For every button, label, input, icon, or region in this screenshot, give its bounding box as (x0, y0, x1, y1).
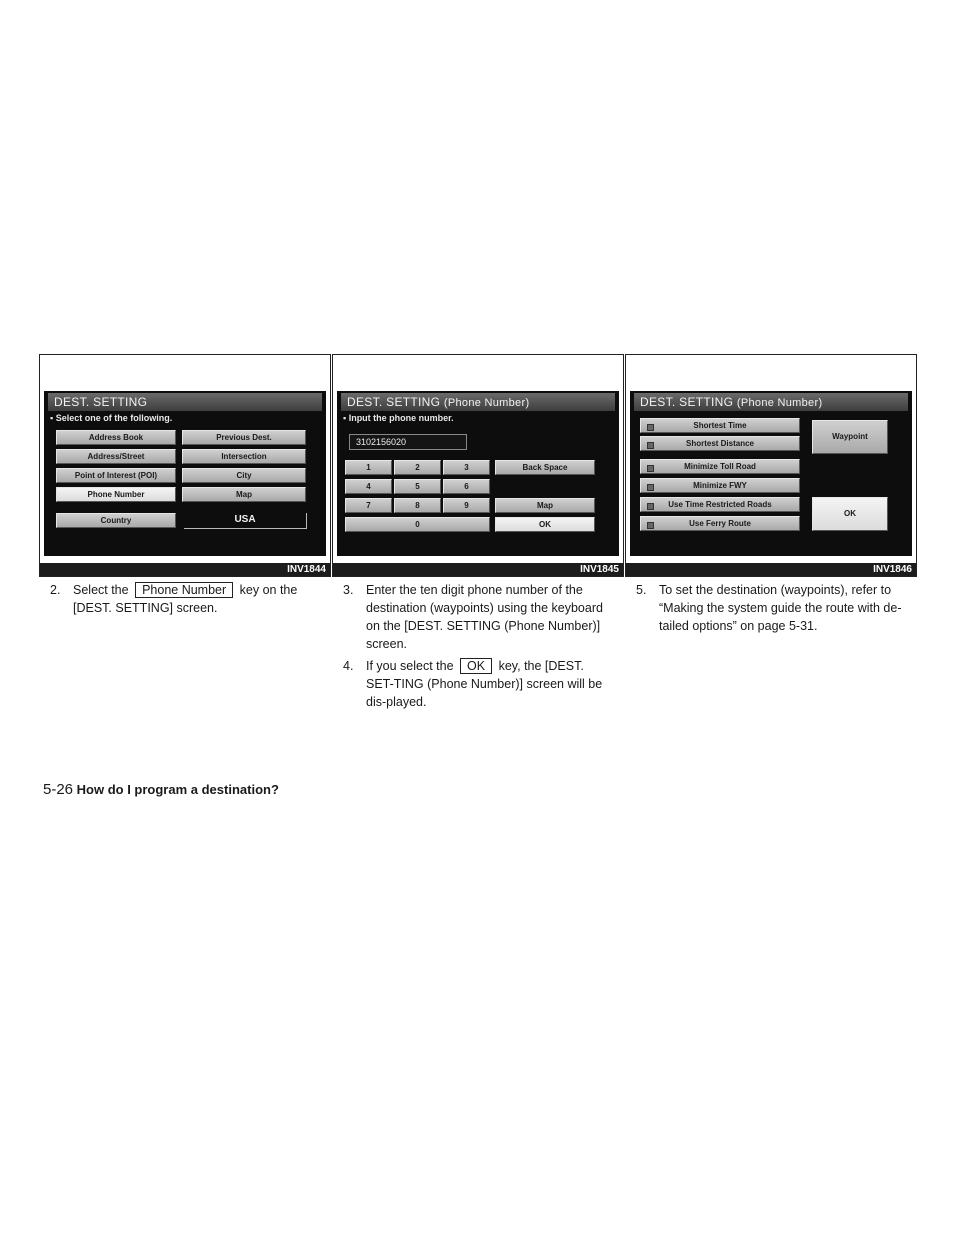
step-2 (50, 581, 318, 617)
option-label: Shortest Distance (685, 439, 755, 448)
previous-dest-button[interactable]: Previous Dest. (182, 430, 306, 445)
phone-number-field[interactable]: 3102156020 (349, 434, 467, 450)
step-5 (636, 581, 904, 635)
key-0[interactable]: 0 (345, 517, 490, 532)
phone-number-button[interactable]: Phone Number (56, 487, 176, 502)
caption-step-5 (636, 581, 904, 637)
title-main: DEST. SETTING (640, 395, 734, 409)
step-3 (343, 581, 611, 653)
nav-screen (630, 391, 912, 556)
city-button[interactable]: City (182, 468, 306, 483)
step-text: Enter the ten digit phone number of the destination (waypoints) using the keyboard on the [DEST. SETTING (Phone Number)] screen. (366, 583, 603, 651)
checkbox-icon (647, 442, 654, 449)
key-4[interactable]: 4 (345, 479, 392, 494)
step-4 (343, 657, 611, 711)
key-6[interactable]: 6 (443, 479, 490, 494)
address-book-button[interactable]: Address Book (56, 430, 176, 445)
checkbox-icon (647, 424, 654, 431)
key-9[interactable]: 9 (443, 498, 490, 513)
title-sub: (Phone Number) (443, 397, 530, 409)
checkbox-icon (647, 503, 654, 510)
checkbox-icon (647, 465, 654, 472)
step-number: 2. (50, 583, 61, 597)
poi-button[interactable]: Point of Interest (POI) (56, 468, 176, 483)
country-value: USA (184, 513, 307, 529)
step-number: 5. (636, 583, 647, 597)
step-number: 4. (343, 659, 354, 673)
figure-inv1846 (625, 354, 917, 577)
step-text: To set the destination (waypoints), refer to “Making the system guide the route with de-tailed options” on page 5-31. (659, 583, 902, 633)
map-button[interactable]: Map (182, 487, 306, 502)
screen-title (341, 393, 615, 411)
ok-key-label: OK (460, 658, 492, 674)
use-time-restricted-roads-option[interactable] (640, 497, 800, 512)
key-2[interactable]: 2 (394, 460, 441, 475)
option-label: Minimize Toll Road (684, 462, 756, 471)
caption-step-2 (50, 581, 318, 619)
step-text: Select the (73, 583, 129, 597)
figure-inv1845 (332, 354, 624, 577)
checkbox-icon (647, 522, 654, 529)
minimize-fwy-option[interactable] (640, 478, 800, 493)
screen-prompt: ▪ Select one of the following. (50, 413, 173, 423)
option-label: Use Time Restricted Roads (668, 500, 772, 509)
step-text: If you select the (366, 659, 454, 673)
option-label: Use Ferry Route (689, 519, 751, 528)
screen-prompt: ▪ Input the phone number. (343, 413, 454, 423)
back-space-button[interactable]: Back Space (495, 460, 595, 475)
step-text: key, the [DEST. SET-TING (Phone Number)] screen will be dis-played. (366, 659, 603, 709)
key-5[interactable]: 5 (394, 479, 441, 494)
map-button[interactable]: Map (495, 498, 595, 513)
step-number: 3. (343, 583, 354, 597)
option-label: Shortest Time (693, 421, 747, 430)
option-label: Minimize FWY (693, 481, 747, 490)
figure-inv1844 (39, 354, 331, 577)
nav-screen (337, 391, 619, 556)
section-title: How do I program a destination? (76, 782, 279, 797)
title-sub: (Phone Number) (736, 397, 823, 409)
page-number: 5-26 (43, 781, 74, 798)
ok-button[interactable]: OK (495, 517, 595, 532)
figure-code: INV1846 (626, 563, 916, 576)
nav-screen (44, 391, 326, 556)
ok-button[interactable]: OK (812, 497, 888, 531)
waypoint-button[interactable]: Waypoint (812, 420, 888, 454)
intersection-button[interactable]: Intersection (182, 449, 306, 464)
title-main: DEST. SETTING (347, 395, 441, 409)
address-street-button[interactable]: Address/Street (56, 449, 176, 464)
checkbox-icon (647, 484, 654, 491)
caption-steps-3-4 (343, 581, 611, 713)
shortest-time-option[interactable] (640, 418, 800, 433)
figure-code: INV1845 (333, 563, 623, 576)
country-button[interactable]: Country (56, 513, 176, 528)
key-8[interactable]: 8 (394, 498, 441, 513)
shortest-distance-option[interactable] (640, 436, 800, 451)
phone-number-key-label: Phone Number (135, 582, 233, 598)
key-3[interactable]: 3 (443, 460, 490, 475)
key-7[interactable]: 7 (345, 498, 392, 513)
use-ferry-route-option[interactable] (640, 516, 800, 531)
screen-title: DEST. SETTING (48, 393, 322, 411)
step-text: key on the [DEST. SETTING] screen. (73, 583, 298, 615)
minimize-toll-road-option[interactable] (640, 459, 800, 474)
screen-title (634, 393, 908, 411)
key-1[interactable]: 1 (345, 460, 392, 475)
page-footer (43, 781, 279, 798)
figure-code: INV1844 (40, 563, 330, 576)
